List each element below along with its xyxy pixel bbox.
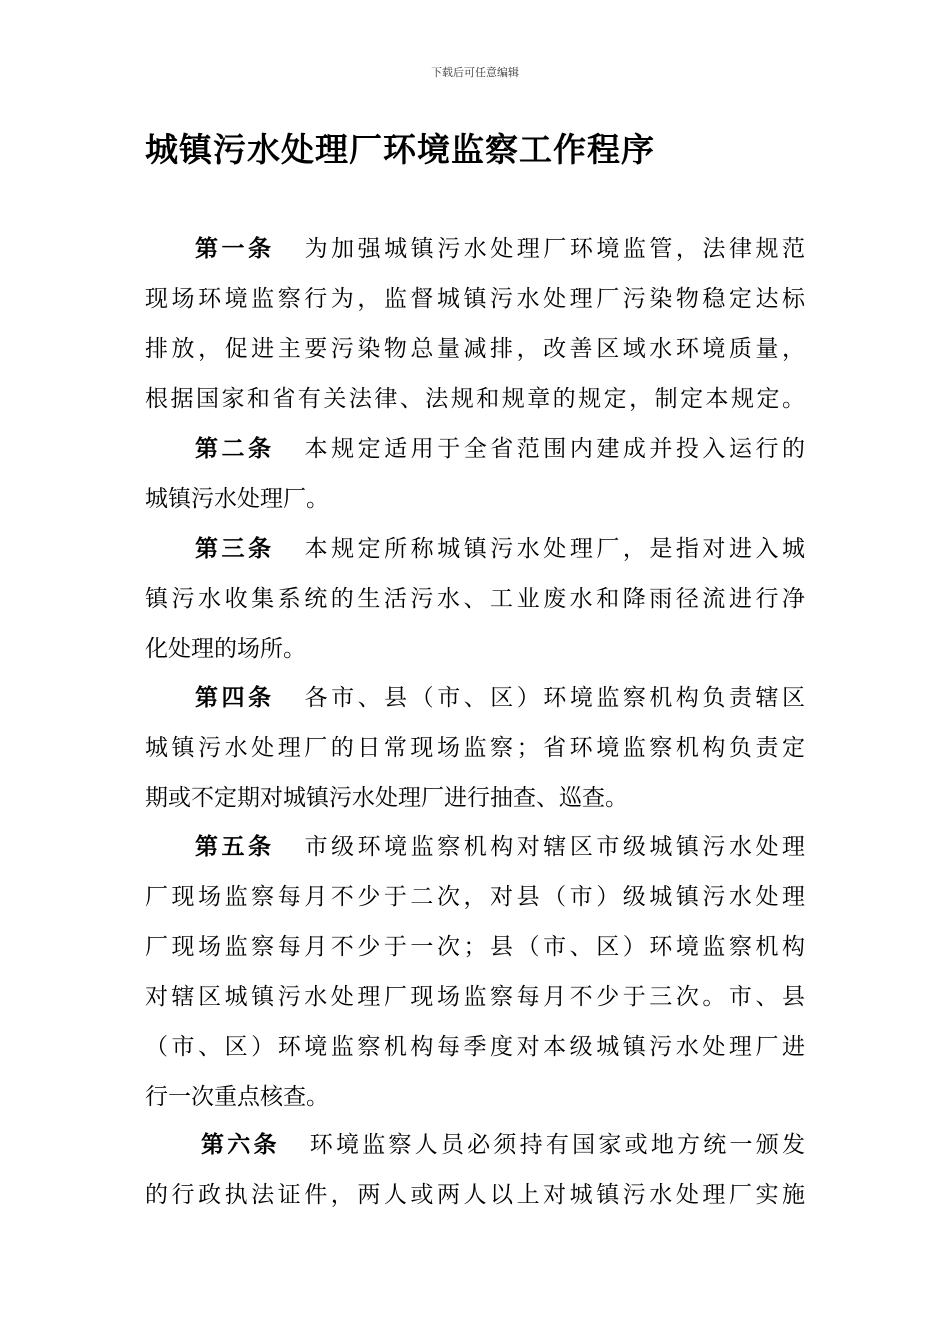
- article-line: 行一次重点核查。: [145, 1084, 329, 1110]
- article-4: [145, 673, 805, 823]
- article-6: [145, 1120, 805, 1220]
- article-line: 对辖区城镇污水处理厂现场监察每月不少于三次。市、县: [145, 984, 805, 1010]
- article-line: 城镇污水处理厂。: [145, 486, 329, 512]
- article-label: 第六条: [201, 1132, 280, 1158]
- article-line: 根据国家和省有关法律、法规和规章的规定，制定本规定。: [145, 386, 805, 412]
- article-line: 排放，促进主要污染物总量减排，改善区域水环境质量，: [145, 336, 805, 362]
- article-line: （市、区）环境监察机构每季度对本级城镇污水处理厂进: [145, 1034, 805, 1060]
- article-line: 化处理的场所。: [145, 636, 306, 662]
- article-first-line: [145, 524, 805, 574]
- article-line: 期或不定期对城镇污水处理厂进行抽查、巡查。: [145, 785, 628, 811]
- article-first-line: [145, 673, 805, 723]
- article-text: 为加强城镇污水处理厂环境监管，法律规范: [304, 236, 806, 262]
- article-text: 各市、县（市、区）环境监察机构负责辖区: [304, 685, 806, 711]
- article-3: [145, 524, 805, 674]
- article-label: 第五条: [195, 834, 275, 860]
- article-line: 城镇污水处理厂的日常现场监察；省环境监察机构负责定: [145, 735, 805, 761]
- page-header: 下载后可任意编辑: [431, 66, 519, 79]
- article-1: [145, 224, 805, 424]
- article-first-line: [145, 822, 805, 872]
- article-label: 第二条: [195, 436, 275, 462]
- article-first-line: [145, 1120, 805, 1170]
- article-label: 第四条: [195, 685, 275, 711]
- article-text: 环境监察人员必须持有国家或地方统一颁发: [309, 1132, 806, 1158]
- article-label: 第三条: [195, 536, 275, 562]
- article-2: [145, 424, 805, 524]
- article-line: 镇污水收集系统的生活污水、工业废水和降雨径流进行净: [145, 586, 805, 612]
- article-line: 厂现场监察每月不少于一次；县（市、区）环境监察机构: [145, 934, 805, 960]
- article-text: 本规定适用于全省范围内建成并投入运行的: [304, 436, 806, 462]
- article-first-line: [145, 424, 805, 474]
- article-line: 现场环境监察行为，监督城镇污水处理厂污染物稳定达标: [145, 286, 805, 312]
- article-line: 厂现场监察每月不少于二次，对县（市）级城镇污水处理: [145, 884, 805, 910]
- article-5: [145, 822, 805, 1122]
- article-label: 第一条: [195, 236, 275, 262]
- article-line: 的行政执法证件，两人或两人以上对城镇污水处理厂实施: [145, 1182, 805, 1208]
- article-text: 市级环境监察机构对辖区市级城镇污水处理: [304, 834, 806, 860]
- article-text: 本规定所称城镇污水处理厂，是指对进入城: [304, 536, 806, 562]
- document-title: 城镇污水处理厂环境监察工作程序: [145, 130, 655, 169]
- article-first-line: [145, 224, 805, 274]
